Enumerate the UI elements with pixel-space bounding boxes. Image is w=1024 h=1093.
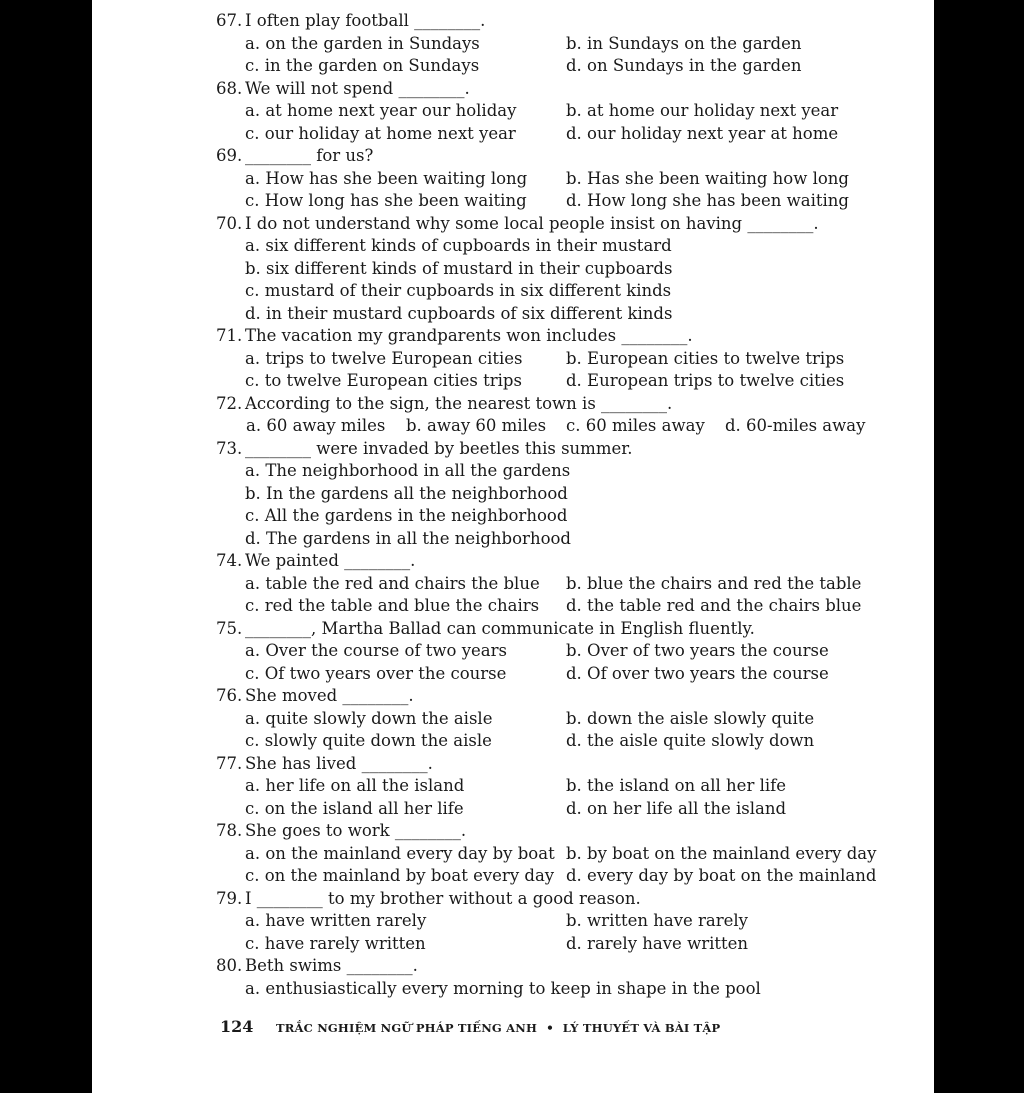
option-d: d. the table red and the chairs blue <box>566 596 862 615</box>
book-subtitle: LÝ THUYẾT VÀ BÀI TẬP <box>562 1021 721 1035</box>
question-number: 70. <box>216 213 243 233</box>
option-b: b. in Sundays on the garden <box>566 33 802 53</box>
option-a: a. on the garden in Sundays <box>245 33 480 53</box>
question-text: Beth swims ________. <box>245 956 418 975</box>
option-b: b. at home our holiday next year <box>566 101 839 120</box>
option-b: b. In the gardens all the neighborhood <box>245 483 568 503</box>
question-line <box>216 550 916 573</box>
option-d: d. How long she has been waiting <box>566 191 849 210</box>
options <box>216 348 916 393</box>
option-d: d. on her life all the island <box>566 798 787 818</box>
option-a: a. at home next year our holiday <box>245 101 517 120</box>
option-b: b. Over of two years the course <box>566 641 829 660</box>
question-line <box>216 78 916 101</box>
option-d: d. rarely have written <box>566 933 749 953</box>
options <box>216 843 916 888</box>
options <box>216 100 916 145</box>
question-67 <box>216 10 916 78</box>
question-74 <box>216 550 916 618</box>
question-text: I do not understand why some local people insist on having ________. <box>245 213 819 233</box>
options <box>216 640 916 685</box>
option-c: c. in the garden on Sundays <box>245 56 480 75</box>
option-c: c. All the gardens in the neighborhood <box>245 506 568 525</box>
question-line <box>216 888 916 911</box>
question-number: 72. <box>216 393 243 413</box>
option-d: d. European trips to twelve cities <box>566 371 845 390</box>
question-text: ________, Martha Ballad can communicate in English fluently. <box>245 618 755 638</box>
page <box>92 0 934 1093</box>
option-d: d. Of over two years the course <box>566 663 829 683</box>
option-c: c. slowly quite down the aisle <box>245 731 492 750</box>
question-line <box>216 393 916 416</box>
options <box>216 168 916 213</box>
option-c: c. red the table and blue the chairs <box>245 596 540 615</box>
question-text: I often play football ________. <box>245 11 486 30</box>
option-a: a. have written rarely <box>245 911 427 930</box>
option-a: a. table the red and chairs the blue <box>245 573 540 593</box>
question-73 <box>216 438 916 551</box>
option-c: c. have rarely written <box>245 933 426 953</box>
question-72 <box>216 393 916 438</box>
question-text: We painted ________. <box>245 551 416 570</box>
question-69 <box>216 145 916 213</box>
question-number: 78. <box>216 821 243 840</box>
book-title: TRẮC NGHIỆM NGỮ PHÁP TIẾNG ANH <box>276 1021 538 1035</box>
question-number: 80. <box>216 956 243 975</box>
option-c: c. on the island all her life <box>245 798 464 818</box>
question-71 <box>216 325 916 393</box>
question-text: According to the sign, the nearest town is ________. <box>245 393 673 413</box>
option-a: a. Over the course of two years <box>245 641 508 660</box>
option-c: c. mustard of their cupboards in six different kinds <box>245 281 672 300</box>
option-a: a. her life on all the island <box>245 776 465 795</box>
options <box>216 573 916 618</box>
option-a: a. quite slowly down the aisle <box>245 708 493 728</box>
question-text: ________ for us? <box>245 146 374 165</box>
options <box>216 708 916 753</box>
question-79 <box>216 888 916 956</box>
bullet-separator: • <box>546 1021 554 1035</box>
option-a: a. 60 away miles <box>246 416 386 435</box>
option-a: a. How has she been waiting long <box>245 168 528 188</box>
options <box>216 33 916 78</box>
options <box>216 235 916 325</box>
option-c: c. 60 miles away <box>566 416 705 435</box>
option-d: d. in their mustard cupboards of six different kinds <box>245 303 673 323</box>
question-line <box>216 753 916 776</box>
option-a: a. The neighborhood in all the gardens <box>245 461 571 480</box>
option-b: b. away 60 miles <box>406 416 547 435</box>
option-d: d. our holiday next year at home <box>566 123 839 143</box>
question-77 <box>216 753 916 821</box>
option-b: b. down the aisle slowly quite <box>566 708 815 728</box>
question-68 <box>216 78 916 146</box>
question-text: ________ were invaded by beetles this summer. <box>245 438 633 458</box>
option-c: c. to twelve European cities trips <box>245 371 522 390</box>
option-b: b. by boat on the mainland every day <box>566 843 877 863</box>
option-b: b. blue the chairs and red the table <box>566 573 862 593</box>
option-b: b. six different kinds of mustard in their cupboards <box>245 258 673 278</box>
option-a: a. trips to twelve European cities <box>245 348 523 368</box>
question-number: 76. <box>216 686 243 705</box>
question-number: 77. <box>216 753 243 773</box>
question-line <box>216 438 916 461</box>
question-78 <box>216 820 916 888</box>
question-line <box>216 685 916 708</box>
question-number: 67. <box>216 11 243 30</box>
question-line <box>216 820 916 843</box>
question-number: 74. <box>216 551 243 570</box>
option-d: d. on Sundays in the garden <box>566 56 802 75</box>
question-number: 79. <box>216 888 243 908</box>
options <box>216 415 916 438</box>
question-75 <box>216 618 916 686</box>
option-d: d. 60-miles away <box>725 416 866 435</box>
question-number: 71. <box>216 326 243 345</box>
page-footer <box>220 1017 720 1036</box>
question-number: 75. <box>216 618 243 638</box>
question-line <box>216 325 916 348</box>
question-line <box>216 145 916 168</box>
question-list <box>216 10 916 1000</box>
option-a: a. six different kinds of cupboards in their mustard <box>245 236 672 255</box>
option-b: b. Has she been waiting how long <box>566 168 849 188</box>
question-80 <box>216 955 916 1000</box>
question-text: She goes to work ________. <box>245 821 467 840</box>
options <box>216 910 916 955</box>
question-text: She has lived ________. <box>245 753 433 773</box>
options <box>216 978 916 1001</box>
question-number: 69. <box>216 146 243 165</box>
question-number: 73. <box>216 438 243 458</box>
option-b: b. European cities to twelve trips <box>566 348 845 368</box>
option-b: b. written have rarely <box>566 911 749 930</box>
option-c: c. on the mainland by boat every day <box>245 866 555 885</box>
question-line <box>216 618 916 641</box>
question-line <box>216 10 916 33</box>
question-70 <box>216 213 916 326</box>
question-text: We will not spend ________. <box>245 78 470 98</box>
options <box>216 775 916 820</box>
question-line <box>216 955 916 978</box>
option-c: c. our holiday at home next year <box>245 123 516 143</box>
question-number: 68. <box>216 78 243 98</box>
option-c: c. Of two years over the course <box>245 663 507 683</box>
question-text: The vacation my grandparents won includes ________. <box>245 326 693 345</box>
page-number: 124 <box>220 1017 254 1036</box>
question-text: I ________ to my brother without a good reason. <box>245 888 641 908</box>
option-d: d. the aisle quite slowly down <box>566 731 815 750</box>
option-d: d. The gardens in all the neighborhood <box>245 528 571 548</box>
option-b: b. the island on all her life <box>566 776 787 795</box>
options <box>216 460 916 550</box>
option-a: a. on the mainland every day by boat <box>245 843 555 863</box>
question-line <box>216 213 916 236</box>
question-text: She moved ________. <box>245 686 414 705</box>
option-c: c. How long has she been waiting <box>245 191 527 210</box>
question-76 <box>216 685 916 753</box>
option-a: a. enthusiastically every morning to keep in shape in the pool <box>245 978 761 998</box>
option-d: d. every day by boat on the mainland <box>566 866 877 885</box>
